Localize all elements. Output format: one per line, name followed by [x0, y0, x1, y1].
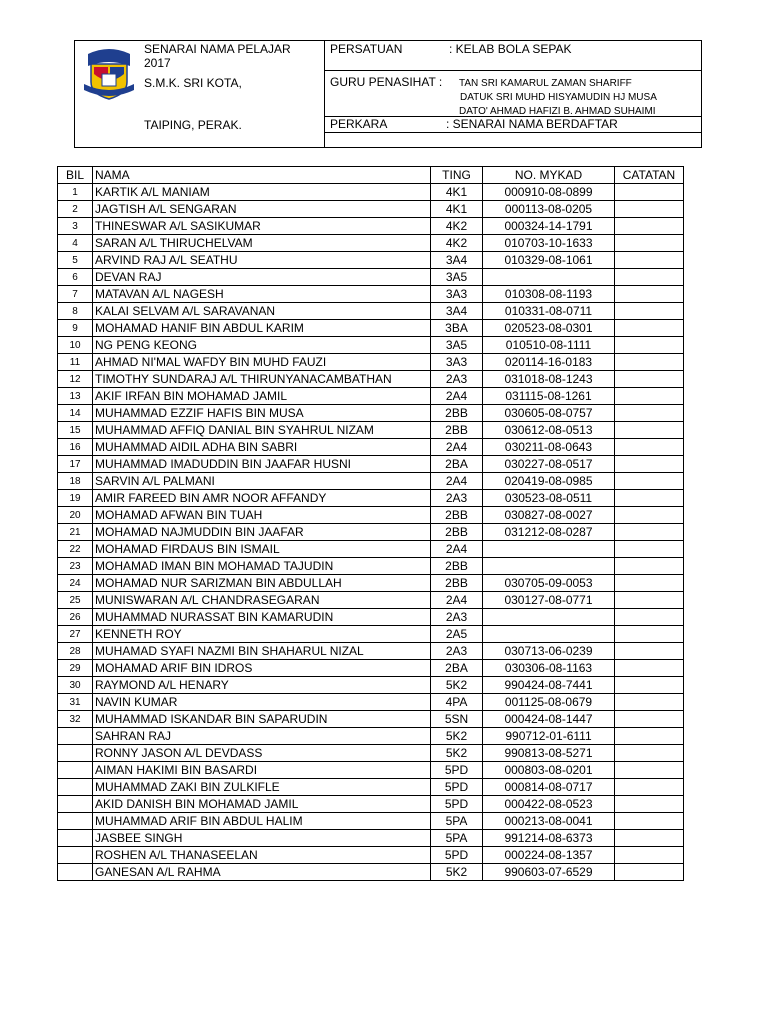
- table-row: [58, 779, 684, 796]
- cell-catatan: [615, 745, 684, 762]
- cell-mykad: 010510-08-1111: [483, 337, 615, 354]
- cell-nama: MOHAMAD ARIF BIN IDROS: [93, 660, 431, 677]
- cell-bil: 15: [58, 422, 93, 439]
- cell-nama: MOHAMAD IMAN BIN MOHAMAD TAJUDIN: [93, 558, 431, 575]
- guru-name: TAN SRI KAMARUL ZAMAN SHARIFF: [459, 78, 632, 89]
- cell-bil: 5: [58, 252, 93, 269]
- table-header-row: [58, 167, 684, 184]
- cell-mykad: 991214-08-6373: [483, 830, 615, 847]
- cell-mykad: 031212-08-0287: [483, 524, 615, 541]
- cell-bil: 14: [58, 405, 93, 422]
- cell-ting: 3A5: [431, 269, 483, 286]
- cell-bil: [58, 847, 93, 864]
- cell-ting: 3A3: [431, 354, 483, 371]
- cell-mykad: [483, 626, 615, 643]
- cell-bil: [58, 762, 93, 779]
- col-catatan-header: CATATAN: [615, 167, 684, 184]
- table-row: [58, 490, 684, 507]
- cell-nama: RONNY JASON A/L DEVDASS: [93, 745, 431, 762]
- cell-mykad: 031018-08-1243: [483, 371, 615, 388]
- cell-ting: 2A4: [431, 439, 483, 456]
- cell-ting: 2A5: [431, 626, 483, 643]
- student-table: [57, 166, 684, 881]
- cell-bil: 8: [58, 303, 93, 320]
- cell-ting: 2BB: [431, 524, 483, 541]
- cell-nama: JASBEE SINGH: [93, 830, 431, 847]
- cell-mykad: 000424-08-1447: [483, 711, 615, 728]
- cell-mykad: 990712-01-6111: [483, 728, 615, 745]
- col-nama-header: NAMA: [93, 167, 431, 184]
- cell-mykad: 000803-08-0201: [483, 762, 615, 779]
- cell-catatan: [615, 694, 684, 711]
- cell-ting: 2A3: [431, 643, 483, 660]
- cell-mykad: 990424-08-7441: [483, 677, 615, 694]
- cell-mykad: 990603-07-6529: [483, 864, 615, 881]
- guru-list: [459, 77, 657, 119]
- cell-ting: 5K2: [431, 745, 483, 762]
- cell-catatan: [615, 558, 684, 575]
- col-bil-header: BIL: [58, 167, 93, 184]
- cell-bil: 31: [58, 694, 93, 711]
- cell-catatan: [615, 864, 684, 881]
- cell-nama: MOHAMAD AFWAN BIN TUAH: [93, 507, 431, 524]
- cell-catatan: [615, 235, 684, 252]
- cell-catatan: [615, 541, 684, 558]
- cell-mykad: 000113-08-0205: [483, 201, 615, 218]
- table-row: [58, 728, 684, 745]
- cell-nama: GANESAN A/L RAHMA: [93, 864, 431, 881]
- table-row: [58, 558, 684, 575]
- table-row: [58, 711, 684, 728]
- cell-ting: 2BA: [431, 660, 483, 677]
- table-row: [58, 422, 684, 439]
- cell-bil: 10: [58, 337, 93, 354]
- cell-nama: SAHRAN RAJ: [93, 728, 431, 745]
- cell-ting: 2BB: [431, 422, 483, 439]
- cell-bil: 2: [58, 201, 93, 218]
- cell-bil: 9: [58, 320, 93, 337]
- cell-mykad: 001125-08-0679: [483, 694, 615, 711]
- cell-mykad: 030612-08-0513: [483, 422, 615, 439]
- cell-ting: 5PD: [431, 779, 483, 796]
- cell-bil: 24: [58, 575, 93, 592]
- cell-bil: 32: [58, 711, 93, 728]
- cell-ting: 4K1: [431, 184, 483, 201]
- cell-catatan: [615, 473, 684, 490]
- cell-mykad: 020419-08-0985: [483, 473, 615, 490]
- cell-nama: MUHAMMAD NURASSAT BIN KAMARUDIN: [93, 609, 431, 626]
- cell-mykad: 000910-08-0899: [483, 184, 615, 201]
- cell-bil: 28: [58, 643, 93, 660]
- cell-nama: THINESWAR A/L SASIKUMAR: [93, 218, 431, 235]
- cell-nama: KARTIK A/L MANIAM: [93, 184, 431, 201]
- cell-catatan: [615, 592, 684, 609]
- cell-catatan: [615, 422, 684, 439]
- cell-nama: MUHAMMAD EZZIF HAFIS BIN MUSA: [93, 405, 431, 422]
- cell-ting: 2A3: [431, 609, 483, 626]
- cell-catatan: [615, 796, 684, 813]
- cell-mykad: 030227-08-0517: [483, 456, 615, 473]
- cell-nama: MOHAMAD NUR SARIZMAN BIN ABDULLAH: [93, 575, 431, 592]
- cell-nama: MOHAMAD FIRDAUS BIN ISMAIL: [93, 541, 431, 558]
- cell-mykad: 030306-08-1163: [483, 660, 615, 677]
- cell-catatan: [615, 575, 684, 592]
- cell-catatan: [615, 660, 684, 677]
- cell-ting: 5PA: [431, 813, 483, 830]
- cell-mykad: 000213-08-0041: [483, 813, 615, 830]
- cell-mykad: [483, 269, 615, 286]
- cell-nama: TIMOTHY SUNDARAJ A/L THIRUNYANACAMBATHAN: [93, 371, 431, 388]
- persatuan-label: PERSATUAN: [330, 42, 403, 56]
- cell-mykad: [483, 541, 615, 558]
- cell-catatan: [615, 218, 684, 235]
- cell-ting: 4PA: [431, 694, 483, 711]
- cell-bil: 17: [58, 456, 93, 473]
- table-row: [58, 541, 684, 558]
- cell-catatan: [615, 609, 684, 626]
- table-row: [58, 201, 684, 218]
- cell-bil: 27: [58, 626, 93, 643]
- cell-mykad: 990813-08-5271: [483, 745, 615, 762]
- cell-bil: 11: [58, 354, 93, 371]
- cell-nama: AKIF IRFAN BIN MOHAMAD JAMIL: [93, 388, 431, 405]
- cell-mykad: 000814-08-0717: [483, 779, 615, 796]
- cell-catatan: [615, 354, 684, 371]
- cell-ting: 5PA: [431, 830, 483, 847]
- school-name: S.M.K. SRI KOTA,: [144, 76, 242, 90]
- table-row: [58, 405, 684, 422]
- cell-bil: [58, 796, 93, 813]
- cell-catatan: [615, 320, 684, 337]
- cell-nama: KENNETH ROY: [93, 626, 431, 643]
- cell-bil: [58, 864, 93, 881]
- cell-ting: 3A4: [431, 303, 483, 320]
- cell-mykad: 030827-08-0027: [483, 507, 615, 524]
- cell-bil: 12: [58, 371, 93, 388]
- table-row: [58, 592, 684, 609]
- cell-mykad: 010329-08-1061: [483, 252, 615, 269]
- cell-ting: 4K2: [431, 218, 483, 235]
- guru-label: GURU PENASIHAT :: [330, 75, 443, 89]
- table-row: [58, 507, 684, 524]
- cell-bil: 29: [58, 660, 93, 677]
- cell-bil: 6: [58, 269, 93, 286]
- cell-ting: 3BA: [431, 320, 483, 337]
- cell-bil: 16: [58, 439, 93, 456]
- table-row: [58, 439, 684, 456]
- cell-catatan: [615, 252, 684, 269]
- cell-bil: 22: [58, 541, 93, 558]
- cell-mykad: 010703-10-1633: [483, 235, 615, 252]
- cell-bil: [58, 813, 93, 830]
- cell-nama: ROSHEN A/L THANASEELAN: [93, 847, 431, 864]
- cell-ting: 2A4: [431, 388, 483, 405]
- cell-nama: MUHAMMAD IMADUDDIN BIN JAAFAR HUSNI: [93, 456, 431, 473]
- cell-nama: ARVIND RAJ A/L SEATHU: [93, 252, 431, 269]
- table-row: [58, 864, 684, 881]
- cell-ting: 5K2: [431, 728, 483, 745]
- cell-mykad: 000422-08-0523: [483, 796, 615, 813]
- cell-nama: DEVAN RAJ: [93, 269, 431, 286]
- guru-name: DATO' AHMAD HAFIZI B. AHMAD SUHAIMI: [459, 106, 656, 117]
- table-row: [58, 813, 684, 830]
- cell-nama: AIMAN HAKIMI BIN BASARDI: [93, 762, 431, 779]
- cell-catatan: [615, 830, 684, 847]
- col-mykad-header: NO. MYKAD: [483, 167, 615, 184]
- cell-nama: MUHAMAD SYAFI NAZMI BIN SHAHARUL NIZAL: [93, 643, 431, 660]
- cell-mykad: 030211-08-0643: [483, 439, 615, 456]
- table-row: [58, 473, 684, 490]
- cell-ting: 4K2: [431, 235, 483, 252]
- cell-nama: MUHAMMAD ARIF BIN ABDUL HALIM: [93, 813, 431, 830]
- list-title: SENARAI NAMA PELAJAR: [144, 42, 291, 56]
- cell-nama: MUHAMMAD ISKANDAR BIN SAPARUDIN: [93, 711, 431, 728]
- cell-catatan: [615, 847, 684, 864]
- header-row-divider: [324, 132, 702, 133]
- col-ting-header: TING: [431, 167, 483, 184]
- table-row: [58, 609, 684, 626]
- cell-mykad: 030605-08-0757: [483, 405, 615, 422]
- table-row: [58, 320, 684, 337]
- cell-bil: 21: [58, 524, 93, 541]
- cell-ting: 4K1: [431, 201, 483, 218]
- table-row: [58, 847, 684, 864]
- cell-bil: 25: [58, 592, 93, 609]
- cell-ting: 2A4: [431, 541, 483, 558]
- cell-bil: 3: [58, 218, 93, 235]
- table-row: [58, 694, 684, 711]
- cell-bil: 1: [58, 184, 93, 201]
- cell-nama: AKID DANISH BIN MOHAMAD JAMIL: [93, 796, 431, 813]
- cell-bil: 20: [58, 507, 93, 524]
- cell-mykad: 031115-08-1261: [483, 388, 615, 405]
- table-row: [58, 762, 684, 779]
- school-crest-icon: [80, 44, 138, 100]
- table-row: [58, 218, 684, 235]
- cell-nama: MOHAMAD NAJMUDDIN BIN JAAFAR: [93, 524, 431, 541]
- cell-mykad: 020523-08-0301: [483, 320, 615, 337]
- cell-mykad: 030713-06-0239: [483, 643, 615, 660]
- cell-ting: 5PD: [431, 847, 483, 864]
- cell-bil: 7: [58, 286, 93, 303]
- cell-nama: MUHAMMAD ZAKI BIN ZULKIFLE: [93, 779, 431, 796]
- list-year: 2017: [144, 56, 171, 70]
- cell-catatan: [615, 388, 684, 405]
- cell-ting: 2BB: [431, 405, 483, 422]
- cell-catatan: [615, 405, 684, 422]
- perkara-label: PERKARA: [330, 117, 388, 131]
- header-row-divider: [324, 70, 702, 71]
- cell-nama: AHMAD NI'MAL WAFDY BIN MUHD FAUZI: [93, 354, 431, 371]
- cell-mykad: 000224-08-1357: [483, 847, 615, 864]
- table-row: [58, 745, 684, 762]
- table-row: [58, 524, 684, 541]
- cell-bil: 30: [58, 677, 93, 694]
- table-row: [58, 371, 684, 388]
- cell-ting: 2BB: [431, 558, 483, 575]
- table-row: [58, 337, 684, 354]
- cell-nama: AMIR FAREED BIN AMR NOOR AFFANDY: [93, 490, 431, 507]
- table-row: [58, 626, 684, 643]
- cell-ting: 2BB: [431, 507, 483, 524]
- cell-bil: [58, 779, 93, 796]
- cell-ting: 2A3: [431, 490, 483, 507]
- cell-catatan: [615, 711, 684, 728]
- cell-nama: NAVIN KUMAR: [93, 694, 431, 711]
- cell-ting: 2A4: [431, 592, 483, 609]
- cell-catatan: [615, 677, 684, 694]
- cell-catatan: [615, 626, 684, 643]
- cell-bil: [58, 728, 93, 745]
- table-row: [58, 354, 684, 371]
- cell-mykad: 000324-14-1791: [483, 218, 615, 235]
- cell-catatan: [615, 337, 684, 354]
- cell-ting: 5K2: [431, 864, 483, 881]
- cell-ting: 2BA: [431, 456, 483, 473]
- cell-bil: 13: [58, 388, 93, 405]
- cell-mykad: 010308-08-1193: [483, 286, 615, 303]
- cell-catatan: [615, 456, 684, 473]
- cell-ting: 3A4: [431, 252, 483, 269]
- perkara-value: : SENARAI NAMA BERDAFTAR: [446, 117, 618, 131]
- cell-bil: 23: [58, 558, 93, 575]
- cell-nama: SARVIN A/L PALMANI: [93, 473, 431, 490]
- cell-catatan: [615, 762, 684, 779]
- cell-ting: 5SN: [431, 711, 483, 728]
- cell-catatan: [615, 728, 684, 745]
- cell-catatan: [615, 286, 684, 303]
- cell-catatan: [615, 303, 684, 320]
- cell-bil: [58, 830, 93, 847]
- cell-nama: NG PENG KEONG: [93, 337, 431, 354]
- cell-mykad: 030523-08-0511: [483, 490, 615, 507]
- table-row: [58, 456, 684, 473]
- cell-catatan: [615, 269, 684, 286]
- table-row: [58, 388, 684, 405]
- table-body: [58, 184, 684, 881]
- cell-catatan: [615, 524, 684, 541]
- table-row: [58, 184, 684, 201]
- cell-mykad: 030705-09-0053: [483, 575, 615, 592]
- table-row: [58, 796, 684, 813]
- persatuan-value: : KELAB BOLA SEPAK: [449, 42, 572, 56]
- cell-catatan: [615, 439, 684, 456]
- cell-nama: MATAVAN A/L NAGESH: [93, 286, 431, 303]
- cell-mykad: 010331-08-0711: [483, 303, 615, 320]
- table-row: [58, 269, 684, 286]
- cell-catatan: [615, 371, 684, 388]
- cell-catatan: [615, 490, 684, 507]
- table-row: [58, 303, 684, 320]
- cell-nama: MUHAMMAD AIDIL ADHA BIN SABRI: [93, 439, 431, 456]
- cell-nama: MUNISWARAN A/L CHANDRASEGARAN: [93, 592, 431, 609]
- cell-ting: 2A3: [431, 371, 483, 388]
- cell-catatan: [615, 184, 684, 201]
- table-row: [58, 830, 684, 847]
- table-row: [58, 286, 684, 303]
- table-row: [58, 660, 684, 677]
- cell-mykad: 030127-08-0771: [483, 592, 615, 609]
- table-row: [58, 643, 684, 660]
- cell-mykad: [483, 609, 615, 626]
- cell-ting: 3A5: [431, 337, 483, 354]
- cell-nama: MOHAMAD HANIF BIN ABDUL KARIM: [93, 320, 431, 337]
- cell-ting: 5PD: [431, 796, 483, 813]
- cell-nama: JAGTISH A/L SENGARAN: [93, 201, 431, 218]
- cell-ting: 5K2: [431, 677, 483, 694]
- cell-catatan: [615, 507, 684, 524]
- cell-catatan: [615, 643, 684, 660]
- cell-bil: 18: [58, 473, 93, 490]
- cell-catatan: [615, 779, 684, 796]
- table-row: [58, 575, 684, 592]
- cell-catatan: [615, 813, 684, 830]
- table-row: [58, 235, 684, 252]
- school-location: TAIPING, PERAK.: [144, 118, 242, 132]
- cell-nama: KALAI SELVAM A/L SARAVANAN: [93, 303, 431, 320]
- cell-nama: RAYMOND A/L HENARY: [93, 677, 431, 694]
- cell-bil: 19: [58, 490, 93, 507]
- cell-ting: 3A3: [431, 286, 483, 303]
- guru-name: DATUK SRI MUHD HISYAMUDIN HJ MUSA: [460, 92, 657, 103]
- table-row: [58, 677, 684, 694]
- cell-nama: SARAN A/L THIRUCHELVAM: [93, 235, 431, 252]
- cell-catatan: [615, 201, 684, 218]
- cell-mykad: 020114-16-0183: [483, 354, 615, 371]
- cell-nama: MUHAMMAD AFFIQ DANIAL BIN SYAHRUL NIZAM: [93, 422, 431, 439]
- table-row: [58, 252, 684, 269]
- cell-ting: 5PD: [431, 762, 483, 779]
- cell-bil: 4: [58, 235, 93, 252]
- cell-bil: 26: [58, 609, 93, 626]
- cell-ting: 2A4: [431, 473, 483, 490]
- cell-ting: 2BB: [431, 575, 483, 592]
- cell-mykad: [483, 558, 615, 575]
- cell-bil: [58, 745, 93, 762]
